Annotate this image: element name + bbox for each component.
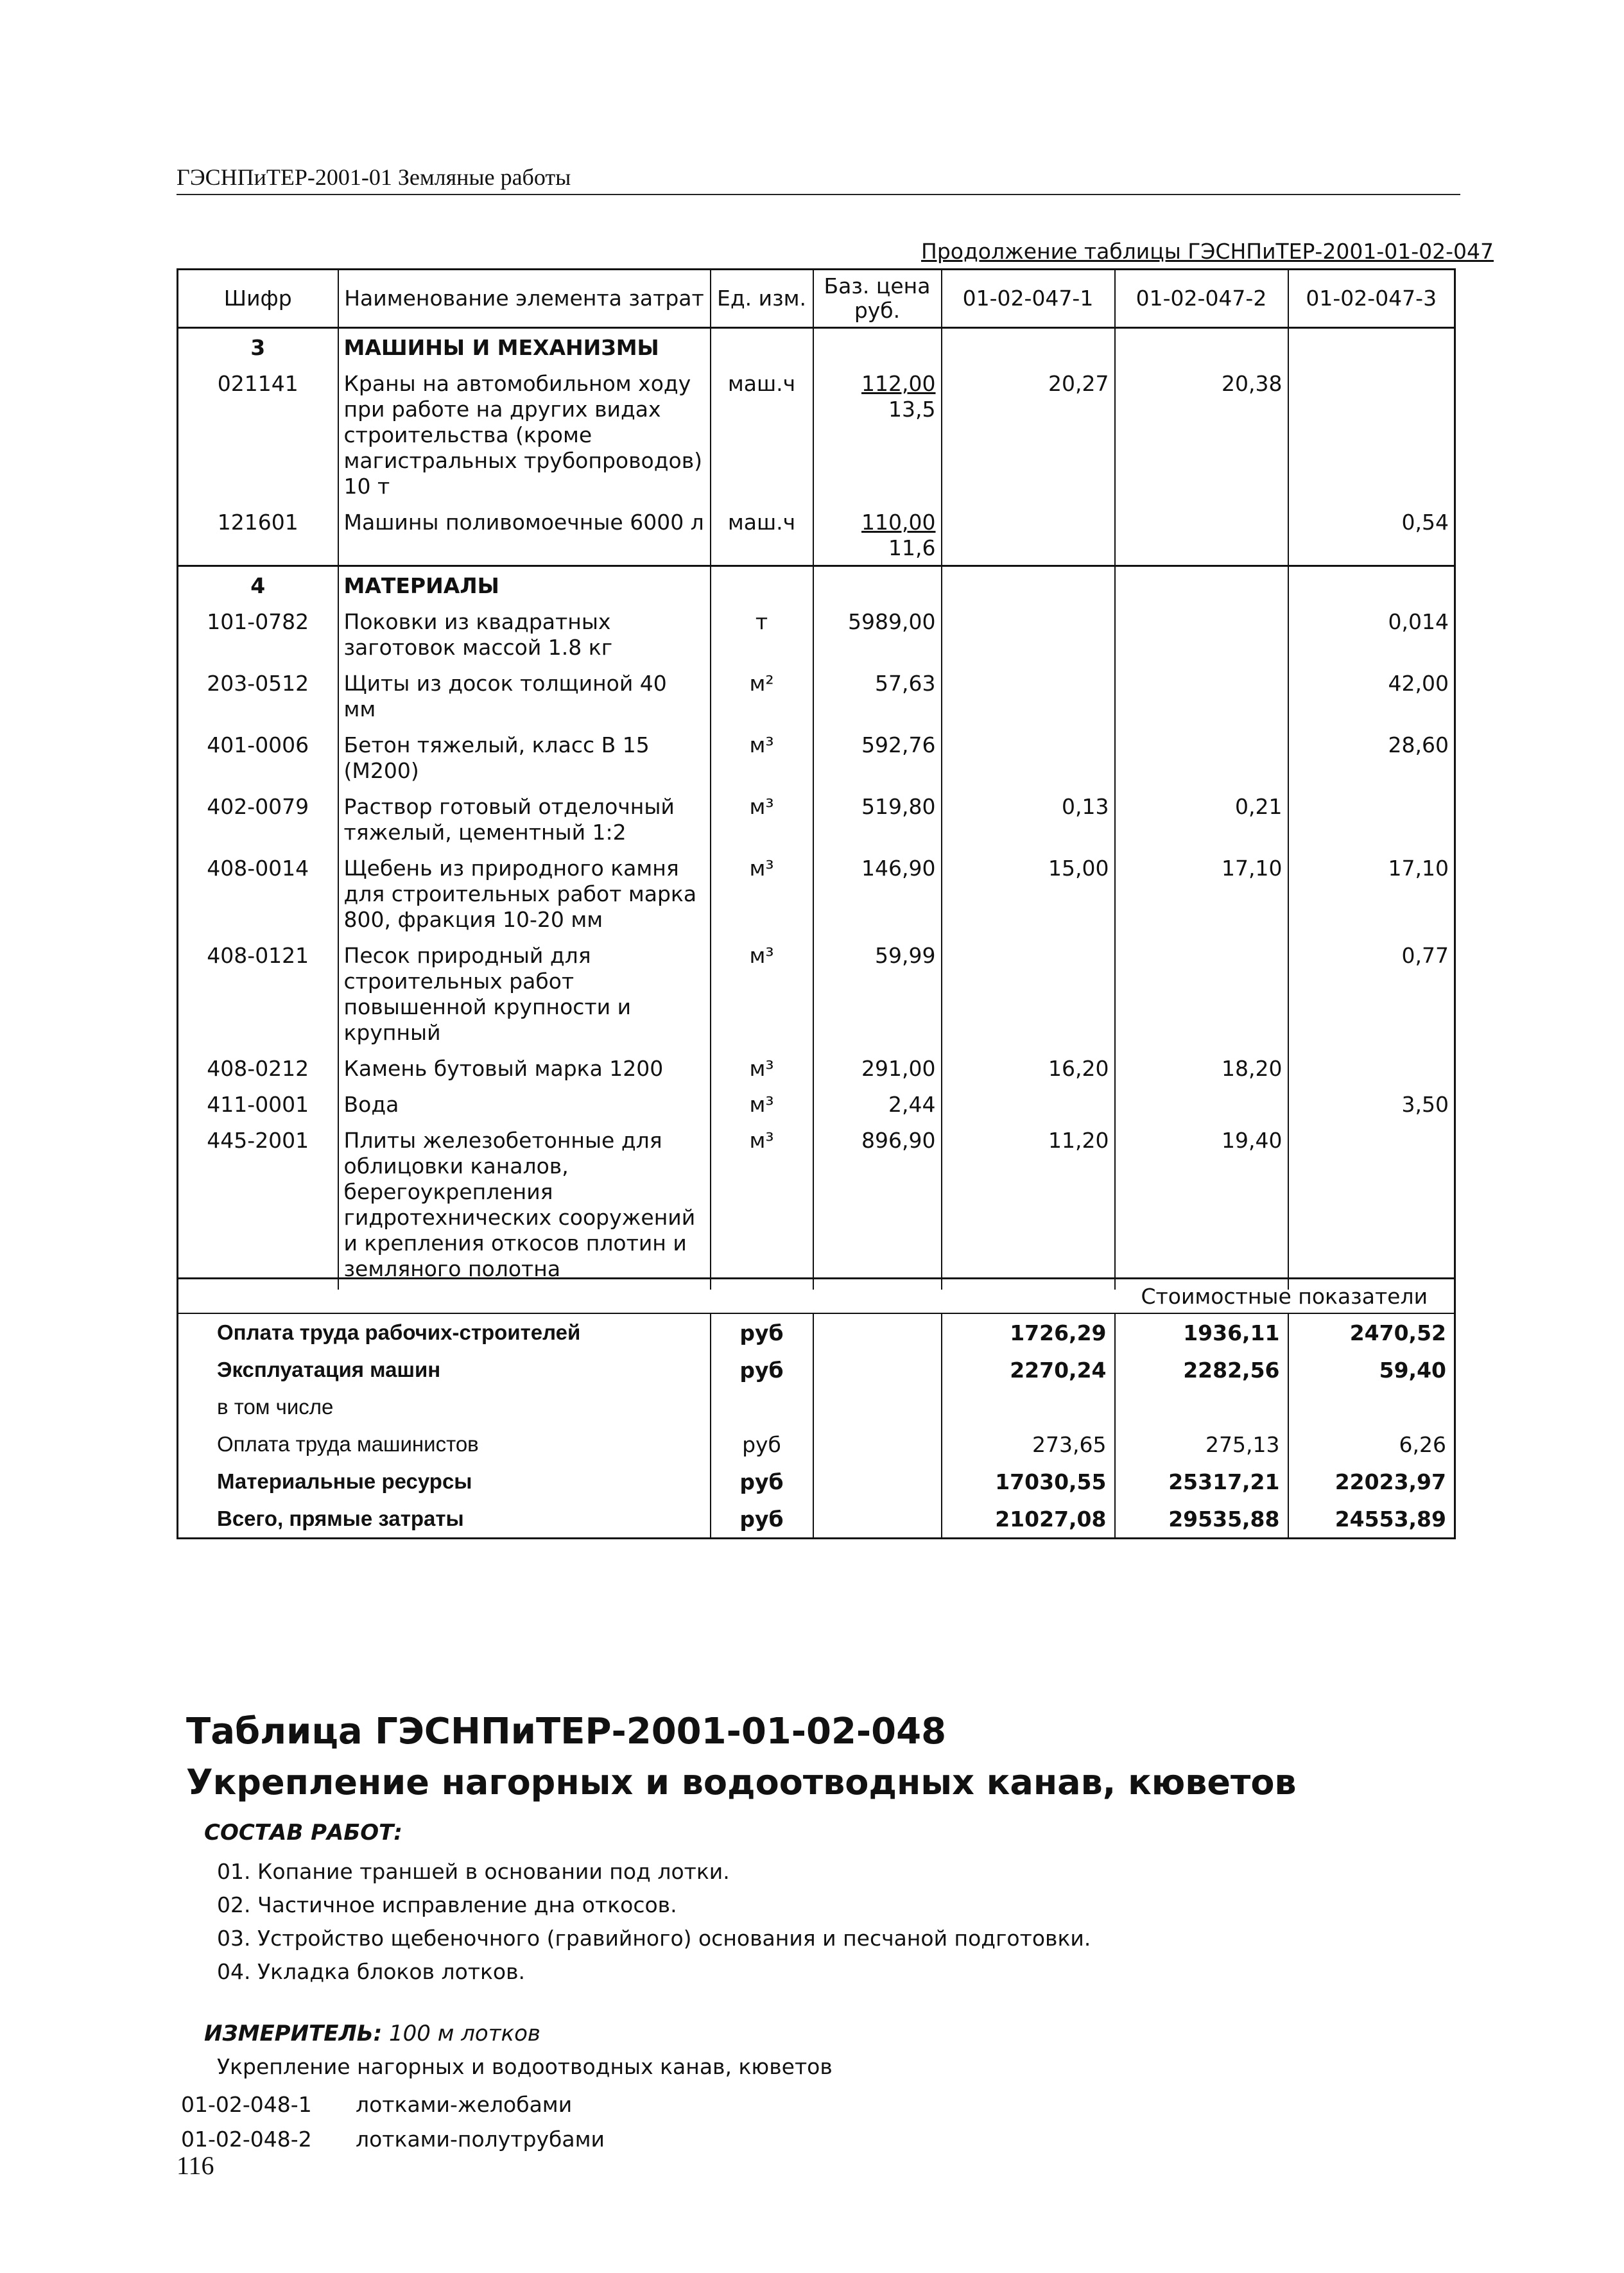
- variant-item: [181, 2122, 605, 2157]
- cost-value-1: 21027,08: [942, 1500, 1115, 1539]
- table-header-row: [178, 270, 1455, 328]
- cost-value-3: 24553,89: [1288, 1500, 1455, 1539]
- table-row: [178, 503, 1455, 566]
- section-c2-cell: [1115, 566, 1288, 603]
- row-value-1: 20,27: [942, 365, 1115, 503]
- table-row: [178, 603, 1455, 664]
- cost-label: Оплата труда машинистов: [178, 1426, 711, 1463]
- cost-label: Материальные ресурсы: [178, 1463, 711, 1500]
- row-unit: м²: [711, 664, 813, 726]
- header-price: [813, 270, 942, 328]
- header-col1: 01-02-047-1: [942, 270, 1115, 328]
- cost-unit: руб: [711, 1463, 813, 1500]
- cost-blank-cell: [813, 1388, 942, 1426]
- row-code: 401-0006: [178, 726, 338, 788]
- row-value-1: [942, 726, 1115, 788]
- row-value-2: [1115, 1085, 1288, 1121]
- section-title: МАШИНЫ И МЕХАНИЗМЫ: [338, 328, 711, 365]
- row-value-1: 16,20: [942, 1050, 1115, 1085]
- row-name: Песок природный для строительных работ повышенной крупности и крупный: [338, 937, 711, 1050]
- row-value-3: 0,54: [1288, 503, 1455, 566]
- row-unit: м³: [711, 937, 813, 1050]
- row-code: 101-0782: [178, 603, 338, 664]
- measure-line: [204, 2021, 540, 2046]
- section-number: 3: [178, 328, 338, 365]
- section-c1-cell: [942, 566, 1115, 603]
- row-price: [813, 1050, 942, 1085]
- cost-value-3: 22023,97: [1288, 1463, 1455, 1500]
- cost-value-2: 2282,56: [1115, 1351, 1288, 1388]
- works-list: [217, 1855, 1091, 1989]
- row-value-1: [942, 603, 1115, 664]
- cost-label: Эксплуатация машин: [178, 1351, 711, 1388]
- header-price-line2: руб.: [854, 298, 901, 323]
- row-code: 203-0512: [178, 664, 338, 726]
- row-value-1: 15,00: [942, 849, 1115, 937]
- header-col2: 01-02-047-2: [1115, 270, 1288, 328]
- cost-unit: руб: [711, 1351, 813, 1388]
- row-code: 402-0079: [178, 788, 338, 849]
- row-value-3: 3,50: [1288, 1085, 1455, 1121]
- section-c3-cell: [1288, 328, 1455, 365]
- row-name: Машины поливомоечные 6000 л: [338, 503, 711, 566]
- row-value-2: [1115, 664, 1288, 726]
- variant-code: 01-02-048-1: [181, 2092, 312, 2117]
- row-price-value: 896,90: [861, 1128, 936, 1153]
- section-title: МАТЕРИАЛЫ: [338, 566, 711, 603]
- row-value-3: [1288, 365, 1455, 503]
- row-code: 408-0121: [178, 937, 338, 1050]
- row-value-2: 18,20: [1115, 1050, 1288, 1085]
- row-price: [813, 788, 942, 849]
- cost-label: Оплата труда рабочих-строителей: [178, 1313, 711, 1351]
- variants-description: Укрепление нагорных и водоотводных канав, кюветов: [217, 2054, 833, 2079]
- row-name: Краны на автомобильном ходу при работе на других видах строительства (кроме магистральных трубопроводов) 10 т: [338, 365, 711, 503]
- row-unit: м³: [711, 726, 813, 788]
- row-price-value: 592,76: [861, 732, 936, 757]
- row-name: Бетон тяжелый, класс В 15 (М200): [338, 726, 711, 788]
- cost-row: [178, 1351, 1455, 1388]
- section-c3-cell: [1288, 566, 1455, 603]
- section-price-cell: [813, 328, 942, 365]
- table-row: [178, 365, 1455, 503]
- row-code: 408-0212: [178, 1050, 338, 1085]
- row-unit: т: [711, 603, 813, 664]
- cost-label: Всего, прямые затраты: [178, 1500, 711, 1539]
- cost-value-3: 2470,52: [1288, 1313, 1455, 1351]
- variant-text: лотками-желобами: [356, 2092, 573, 2117]
- next-table-subtitle: Укрепление нагорных и водоотводных канав, кюветов: [186, 1762, 1297, 1802]
- section-header-row: [178, 328, 1455, 365]
- cost-value-2: 1936,11: [1115, 1313, 1288, 1351]
- cost-caption: Стоимостные показатели: [1115, 1279, 1455, 1314]
- row-code: 408-0014: [178, 849, 338, 937]
- table-row: [178, 664, 1455, 726]
- table-row: [178, 726, 1455, 788]
- table-row: [178, 1085, 1455, 1121]
- row-value-3: [1288, 788, 1455, 849]
- section-header-row: [178, 566, 1455, 603]
- row-value-2: [1115, 503, 1288, 566]
- cost-unit: [711, 1388, 813, 1426]
- section-price-cell: [813, 566, 942, 603]
- row-price-value: 146,90: [861, 856, 936, 881]
- row-value-1: 11,20: [942, 1121, 1115, 1286]
- header-rule: [177, 194, 1460, 195]
- row-value-1: [942, 937, 1115, 1050]
- work-item: 03. Устройство щебеночного (гравийного) основания и песчаной подготовки.: [217, 1926, 1091, 1951]
- cost-value-2: 25317,21: [1115, 1463, 1288, 1500]
- cost-value-1: [942, 1388, 1115, 1426]
- row-value-2: [1115, 726, 1288, 788]
- section-number: 4: [178, 566, 338, 603]
- composition-label: СОСТАВ РАБОТ:: [204, 1820, 402, 1845]
- row-value-2: 20,38: [1115, 365, 1288, 503]
- row-value-2: 17,10: [1115, 849, 1288, 937]
- cost-blank-cell: [813, 1351, 942, 1388]
- cost-unit: руб: [711, 1500, 813, 1539]
- header-unit: Ед. изм.: [711, 270, 813, 328]
- section-unit-cell: [711, 566, 813, 603]
- row-price-value: 519,80: [861, 794, 936, 819]
- cost-value-1: 1726,29: [942, 1313, 1115, 1351]
- work-item: 04. Укладка блоков лотков.: [217, 1959, 526, 1984]
- row-price: [813, 1121, 942, 1286]
- cost-unit: руб: [711, 1313, 813, 1351]
- cost-value-2: 275,13: [1115, 1426, 1288, 1463]
- row-price: [813, 849, 942, 937]
- header-col3: 01-02-047-3: [1288, 270, 1455, 328]
- row-price-value: 2,44: [888, 1092, 936, 1117]
- section-c1-cell: [942, 328, 1115, 365]
- row-name: Щиты из досок толщиной 40 мм: [338, 664, 711, 726]
- row-unit: маш.ч: [711, 503, 813, 566]
- cost-indicators-table: [177, 1277, 1456, 1539]
- cost-blank-cell: [813, 1463, 942, 1500]
- variant-item: [181, 2087, 605, 2122]
- row-value-2: 0,21: [1115, 788, 1288, 849]
- header-code: Шифр: [178, 270, 338, 328]
- table-row: [178, 1121, 1455, 1286]
- row-code: 445-2001: [178, 1121, 338, 1286]
- cost-row: [178, 1388, 1455, 1426]
- cost-value-3: [1288, 1388, 1455, 1426]
- row-price-value: 291,00: [861, 1056, 936, 1081]
- row-price-value: 5989,00: [848, 609, 936, 634]
- row-value-2: [1115, 603, 1288, 664]
- row-code: 121601: [178, 503, 338, 566]
- cost-value-1: 17030,55: [942, 1463, 1115, 1500]
- row-value-1: [942, 664, 1115, 726]
- cost-row: [178, 1500, 1455, 1539]
- table-row: [178, 937, 1455, 1050]
- cost-unit: руб: [711, 1426, 813, 1463]
- cost-value-3: 59,40: [1288, 1351, 1455, 1388]
- row-value-3: 17,10: [1288, 849, 1455, 937]
- row-price-secondary: 13,5: [888, 397, 936, 422]
- cost-blank-cell: [813, 1426, 942, 1463]
- section-c2-cell: [1115, 328, 1288, 365]
- row-value-3: [1288, 1121, 1455, 1286]
- cost-blank-cell: [813, 1500, 942, 1539]
- header-price-line1: Баз. цена: [824, 273, 931, 298]
- row-name: Щебень из природного камня для строительных работ марка 800, фракция 10-20 мм: [338, 849, 711, 937]
- cost-value-1: 273,65: [942, 1426, 1115, 1463]
- row-name: Вода: [338, 1085, 711, 1121]
- row-price: [813, 664, 942, 726]
- row-value-3: 42,00: [1288, 664, 1455, 726]
- row-name: Поковки из квадратных заготовок массой 1.8 кг: [338, 603, 711, 664]
- cost-value-2: [1115, 1388, 1288, 1426]
- measure-label: ИЗМЕРИТЕЛЬ:: [204, 2021, 383, 2046]
- table-row: [178, 1050, 1455, 1085]
- running-header: ГЭСНПиТЕР-2001-01 Земляные работы: [177, 164, 571, 190]
- row-unit: м³: [711, 1050, 813, 1085]
- row-name: Камень бутовый марка 1200: [338, 1050, 711, 1085]
- work-item: 01. Копание траншей в основании под лотки.: [217, 1859, 730, 1884]
- variants-list: [181, 2087, 605, 2157]
- row-price: [813, 365, 942, 503]
- variant-text: лотками-полутрубами: [356, 2127, 605, 2152]
- variant-code: 01-02-048-2: [181, 2127, 312, 2152]
- row-price-secondary: 11,6: [888, 535, 936, 560]
- row-price-value: 112,00: [861, 371, 936, 396]
- row-unit: маш.ч: [711, 365, 813, 503]
- row-code: 021141: [178, 365, 338, 503]
- row-unit: м³: [711, 1085, 813, 1121]
- row-value-3: 0,014: [1288, 603, 1455, 664]
- row-price: [813, 503, 942, 566]
- row-name: Плиты железобетонные для облицовки каналов, берегоукрепления гидротехнических сооружений и крепления откосов плотин и земляного полотна: [338, 1121, 711, 1286]
- cost-row: [178, 1463, 1455, 1500]
- row-unit: м³: [711, 849, 813, 937]
- row-price-value: 59,99: [875, 943, 936, 968]
- cost-label: в том числе: [178, 1388, 711, 1426]
- row-value-1: [942, 503, 1115, 566]
- section-unit-cell: [711, 328, 813, 365]
- cost-row: [178, 1426, 1455, 1463]
- row-name: Раствор готовый отделочный тяжелый, цементный 1:2: [338, 788, 711, 849]
- measure-value: 100 м лотков: [389, 2021, 540, 2046]
- cost-row: [178, 1313, 1455, 1351]
- page-number: 116: [177, 2151, 214, 2180]
- header-name: Наименование элемента затрат: [338, 270, 711, 328]
- row-price-value: 57,63: [875, 671, 936, 696]
- work-item: 02. Частичное исправление дна откосов.: [217, 1892, 677, 1917]
- row-value-1: [942, 1085, 1115, 1121]
- row-value-3: 28,60: [1288, 726, 1455, 788]
- row-value-3: [1288, 1050, 1455, 1085]
- row-price-value: 110,00: [861, 510, 936, 535]
- row-price: [813, 937, 942, 1050]
- cost-value-3: 6,26: [1288, 1426, 1455, 1463]
- cost-value-1: 2270,24: [942, 1351, 1115, 1388]
- row-price: [813, 603, 942, 664]
- row-price: [813, 1085, 942, 1121]
- row-unit: м³: [711, 788, 813, 849]
- row-value-1: 0,13: [942, 788, 1115, 849]
- row-value-2: [1115, 937, 1288, 1050]
- cost-caption-row: [178, 1279, 1455, 1314]
- row-value-3: 0,77: [1288, 937, 1455, 1050]
- row-value-2: 19,40: [1115, 1121, 1288, 1286]
- next-table-title: Таблица ГЭСНПиТЕР-2001-01-02-048: [186, 1711, 947, 1752]
- row-unit: м³: [711, 1121, 813, 1286]
- table-row: [178, 849, 1455, 937]
- table-continuation-note: Продолжение таблицы ГЭСНПиТЕР-2001-01-02-047: [921, 239, 1494, 264]
- row-price: [813, 726, 942, 788]
- cost-blank-cell: [813, 1313, 942, 1351]
- cost-value-2: 29535,88: [1115, 1500, 1288, 1539]
- table-row: [178, 788, 1455, 849]
- row-code: 411-0001: [178, 1085, 338, 1121]
- resources-table: [177, 268, 1456, 1290]
